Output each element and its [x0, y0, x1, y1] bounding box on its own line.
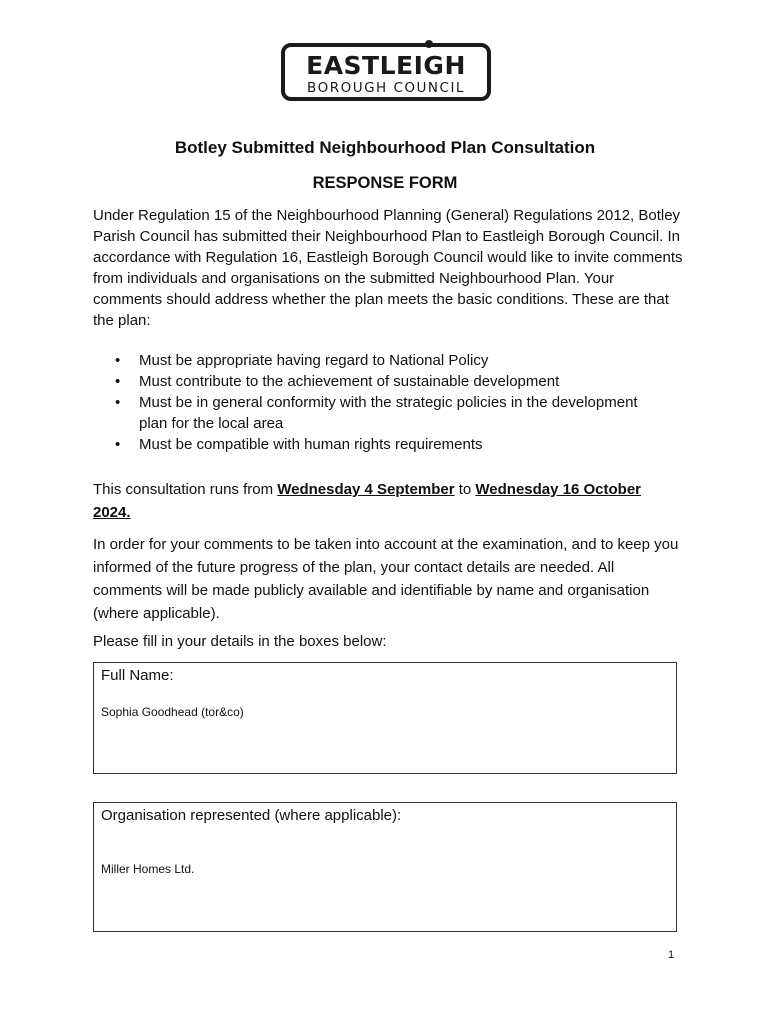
fill-prompt: Please fill in your details in the boxes below:	[93, 633, 387, 650]
organisation-label: Organisation represented (where applicable):	[101, 807, 402, 824]
page-subtitle: RESPONSE FORM	[312, 174, 458, 192]
page-title: Botley Submitted Neighbourhood Plan Consultation	[174, 138, 596, 157]
page-number: 1	[668, 949, 675, 961]
condition-item: • Must be compatible with human rights requirements	[115, 434, 655, 455]
consultation-prefix: This consultation runs from	[93, 481, 278, 498]
condition-item: • Must be appropriate having regard to National Policy	[115, 350, 655, 371]
notice-paragraph: In order for your comments to be taken into account at the examination, and to keep you informed of the future progress of the plan, your contact details are needed. All comments will be made publicly available and identifiable by name and organisation (where applicable).	[93, 536, 679, 622]
consultation-dates	[93, 478, 653, 524]
consultation-middle: to	[454, 481, 476, 498]
condition-item: • Must be in general conformity with the strategic policies in the development plan for the local area	[115, 392, 655, 434]
conditions-list	[115, 350, 655, 455]
organisation-value[interactable]: Miller Homes Ltd.	[101, 862, 195, 876]
consultation-end-date: Wednesday 16 October 2024.	[93, 481, 642, 521]
full-name-label: Full Name:	[101, 667, 174, 684]
logo-line1: EASTLEIGH	[306, 51, 466, 80]
condition-item: • Must contribute to the achievement of sustainable development	[115, 371, 655, 392]
full-name-value[interactable]: Sophia Goodhead (tor&co)	[101, 705, 244, 719]
organisation-box[interactable]	[93, 802, 677, 932]
intro-paragraph: Under Regulation 15 of the Neighbourhood Planning (General) Regulations 2012, Botley Parish Council has submitted their Neighbourhood Plan to Eastleigh Borough Council. In accordance with Regulation 16, Eastleigh Borough Council would like to invite comments from individuals and organisations on the submitted Neighbourhood Plan. Your comments should address whether the plan meets the basic conditions. These are that the plan:	[93, 207, 683, 329]
council-logo	[281, 43, 491, 101]
full-name-box[interactable]	[93, 662, 677, 774]
consultation-start-date: Wednesday 4 September	[277, 481, 455, 498]
logo-line2: BOROUGH COUNCIL	[307, 80, 465, 96]
logo-dot	[425, 40, 433, 48]
